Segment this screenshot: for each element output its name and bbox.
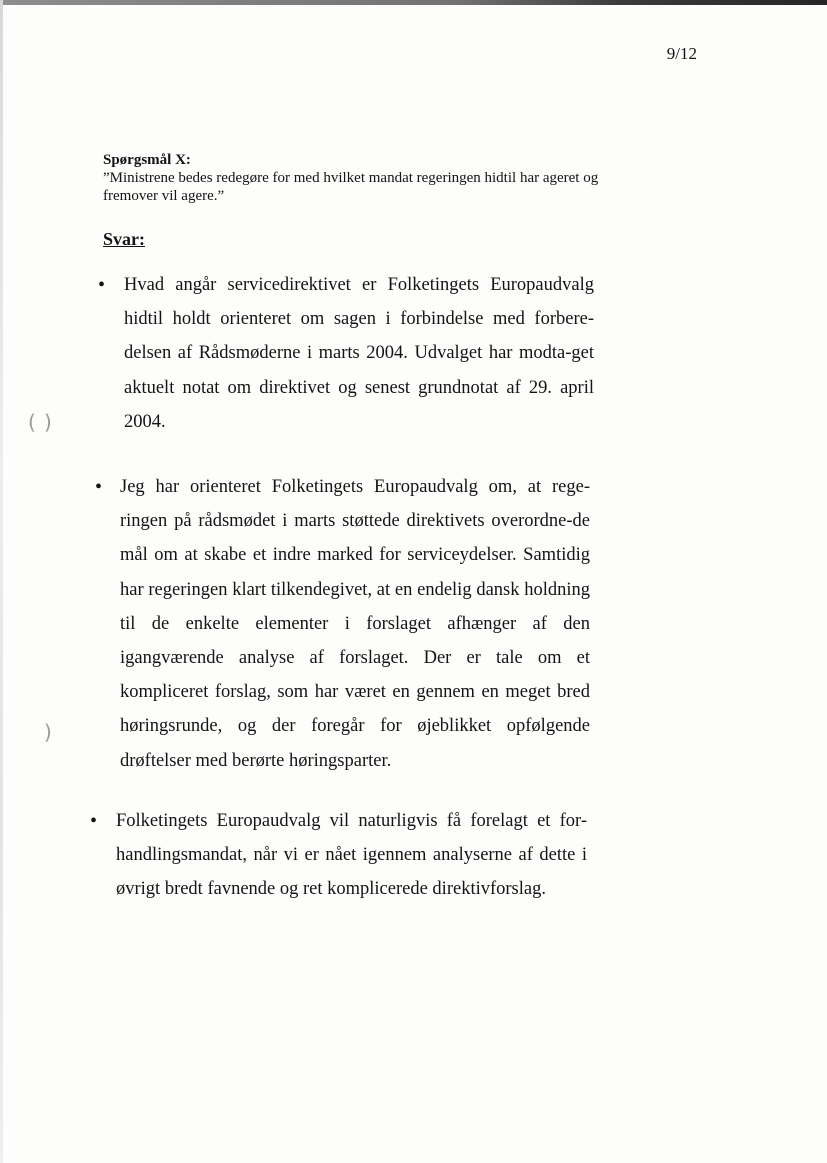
punch-hole-mark: ) — [44, 720, 52, 744]
page-number: 9/12 — [666, 44, 697, 63]
question-text: ”Ministrene bedes redegøre for med hvilket mandat regeringen hidtil har ageret og fremover vil agere.” — [103, 170, 599, 204]
punch-hole-mark: ) — [44, 410, 52, 434]
bullet-icon: • — [95, 476, 103, 498]
bullet-icon: • — [90, 810, 98, 832]
question-heading: Spørgsmål X: — [103, 152, 191, 168]
scan-top-border — [0, 0, 827, 5]
bullet-icon: • — [98, 274, 106, 296]
bullet-text: Folketingets Europaudvalg vil naturligvis få forelagt et for-handlingsmandat, når vi er nået igennem analyserne af dette i øvrigt bredt favnende og ret komplicerede direktivforslag. — [116, 811, 587, 900]
bullet-text: Hvad angår servicedirektivet er Folketingets Europaudvalg hidtil holdt orienteret om sagen i forbindelse med forbere-delsen af Rådsmøderne i marts 2004. Udvalget har modta-get aktuelt notat om direktivet og senest grundnotat af 29. april 2004. — [124, 275, 594, 432]
bullet-text: Jeg har orienteret Folketingets Europaudvalg om, at rege-ringen på rådsmødet i marts støttede direktivets overordne-de mål om at skabe et indre marked for serviceydelser. Samtidig har regeringen klart tilkendegivet, at en endelig dansk holdning til de enkelte elementer i forslaget afhænger af den igangværende analyse af forslaget. Der er tale om et kompliceret forslag, som har været en gennem en meget bred høringsrunde, og der foregår for øjeblikket opfølgende drøftelser med berørte høringsparter. — [120, 477, 590, 771]
scan-left-edge — [0, 0, 3, 1163]
punch-hole-mark: ( — [28, 410, 36, 434]
answer-heading: Svar: — [103, 229, 145, 249]
question-block — [103, 151, 603, 205]
